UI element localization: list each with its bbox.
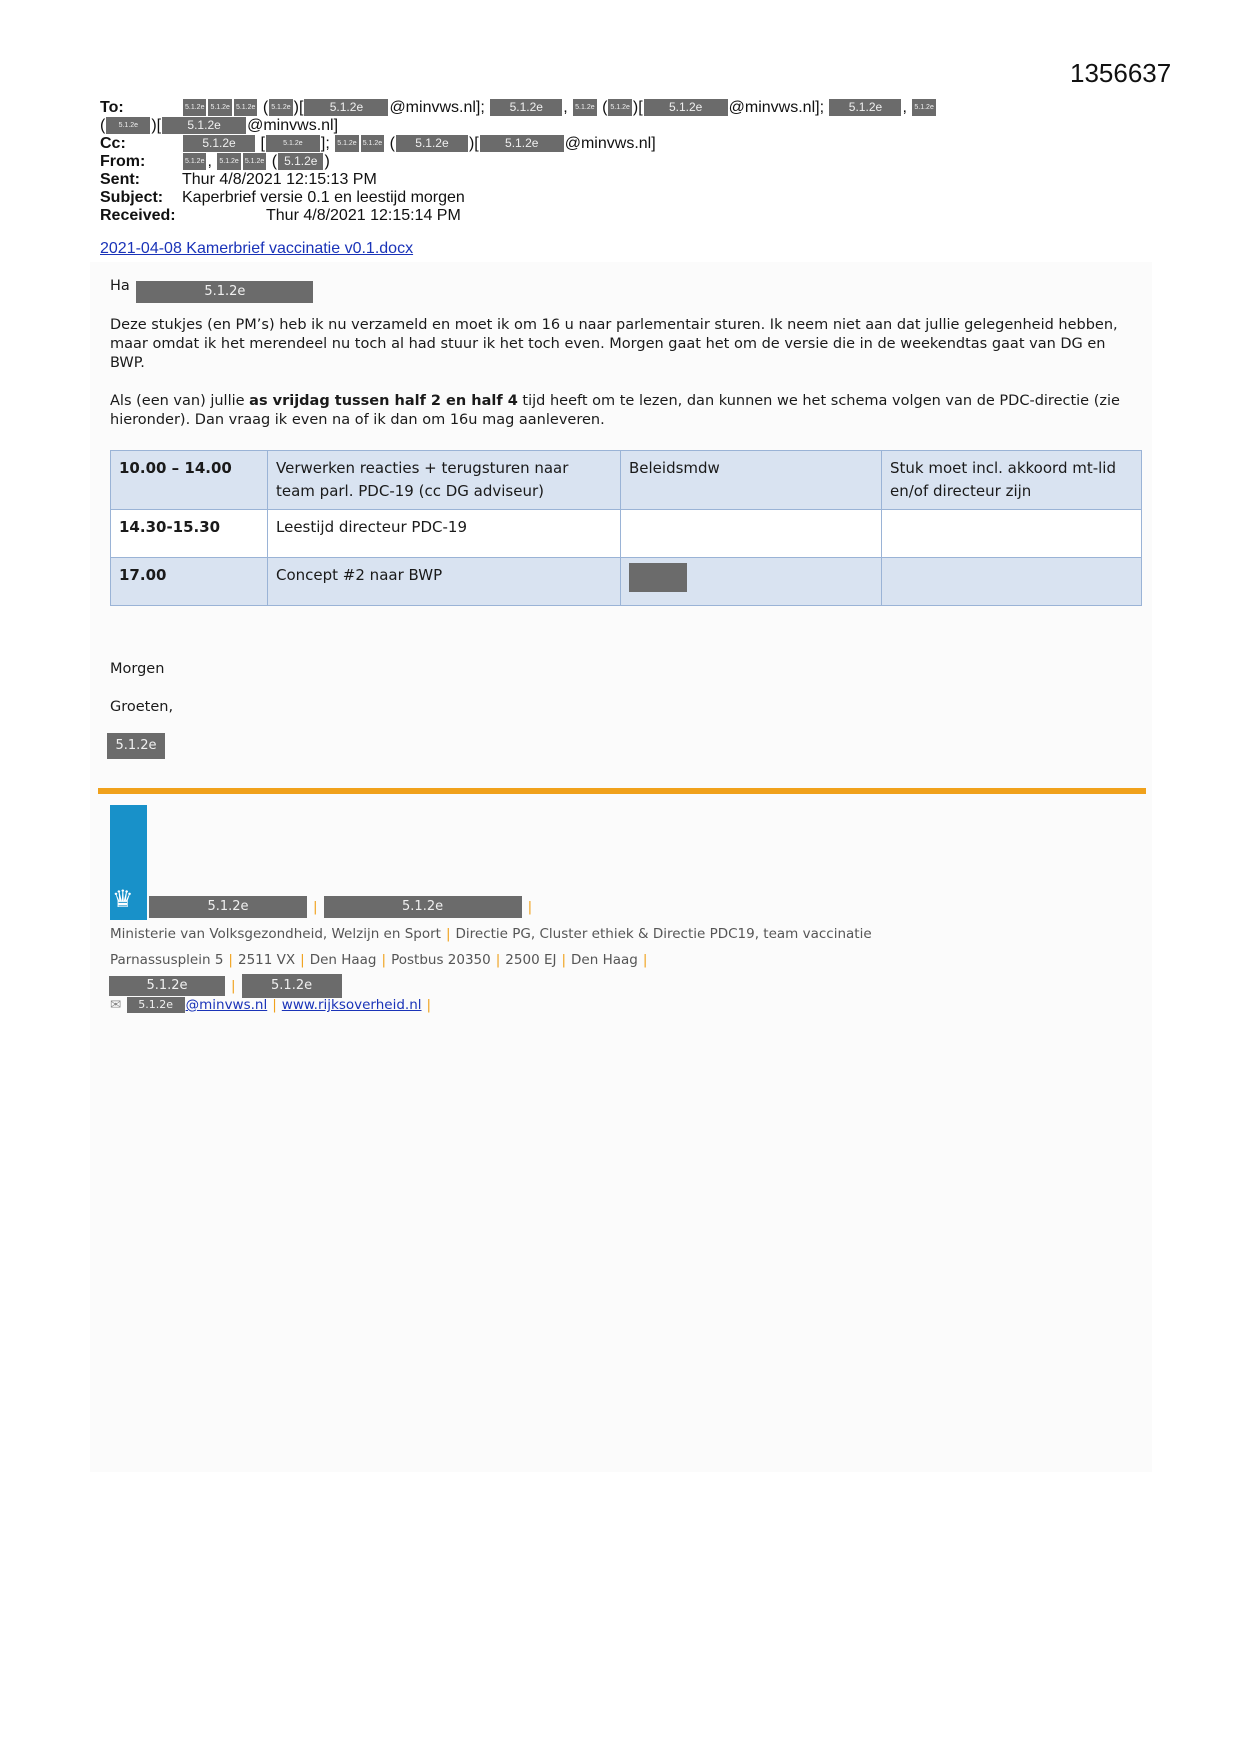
received-value: Thur 4/8/2021 12:15:14 PM <box>266 207 461 224</box>
from-label: From: <box>100 153 146 170</box>
paragraph-2-bold: as vrijdag tussen half 2 en half 4 <box>249 393 518 409</box>
signature-contact-line: ✉ 5.1.2e @minvws.nl | www.rijksoverheid.nl | <box>110 997 432 1013</box>
schedule-note: Stuk moet incl. akkoord mt-lid en/of directeur zijn <box>882 451 1142 510</box>
redaction-box: 5.1.2e <box>127 997 185 1013</box>
address-city: Den Haag <box>309 952 377 968</box>
redaction-box: 5.1.2e <box>266 135 320 152</box>
to-label: To: <box>100 99 124 116</box>
address-postbus-code: 2500 EJ <box>505 952 557 968</box>
redaction-box: 5.1.2e <box>396 135 468 152</box>
redaction-box: 5.1.2e <box>829 99 901 116</box>
org-name: Ministerie van Volksgezondheid, Welzijn en Sport <box>110 926 441 942</box>
redaction-box: 5.1.2e <box>149 896 307 918</box>
address-postcode: 2511 VX <box>237 952 296 968</box>
redaction-box: 5.1.2e <box>324 896 522 918</box>
redaction-box: 5.1.2e <box>234 99 257 116</box>
table-row <box>111 510 1142 558</box>
schedule-task: Concept #2 naar BWP <box>268 558 621 606</box>
to-row: To: 5.1.2e 5.1.2e 5.1.2e ( 5.1.2e )[ 5.1.2e @minvws.nl]; 5.1.2e , 5.1.2e ( 5.1.2e )[ 5.1.2e @minvws.nl]; 5.1.2e , 5.1.2e <box>100 99 934 116</box>
address-street: Parnassusplein 5 <box>110 952 224 968</box>
email-domain-text: @minvws.nl]; <box>728 99 825 116</box>
redaction-box: 5.1.2e <box>109 976 225 996</box>
signature-divider <box>98 788 1146 794</box>
paragraph-2 <box>110 392 1140 430</box>
redaction-box: 5.1.2e <box>573 99 596 116</box>
redaction-box: 5.1.2e <box>217 153 240 170</box>
sent-label: Sent: <box>100 171 140 188</box>
redaction-box: 5.1.2e <box>183 135 255 152</box>
to-row-continued: ( 5.1.2e )[ 5.1.2e @minvws.nl] <box>100 117 339 134</box>
cc-row: Cc: 5.1.2e [ 5.1.2e ]; 5.1.2e 5.1.2e ( 5.1.2e )[ 5.1.2e @minvws.nl] <box>100 135 656 152</box>
redaction-box: 5.1.2e <box>183 153 206 170</box>
received-row <box>100 206 1160 226</box>
signature-phone-line: 5.1.2e | 5.1.2e <box>108 974 343 998</box>
cc-label: Cc: <box>100 135 126 152</box>
schedule-note <box>882 558 1142 606</box>
redaction-box: 5.1.2e <box>269 99 292 116</box>
redaction-box: 5.1.2e <box>183 99 206 116</box>
signature-address-line: Parnassusplein 5 | 2511 VX | Den Haag | Postbus 20350 | 2500 EJ | Den Haag | <box>110 952 648 968</box>
email-link[interactable]: @minvws.nl <box>185 997 268 1013</box>
attachment-link-wrap <box>100 240 413 258</box>
schedule-who-redacted <box>621 558 882 606</box>
document-number: 1356637 <box>1070 58 1172 88</box>
address-postbus: Postbus 20350 <box>391 952 491 968</box>
redaction-box: 5.1.2e <box>162 117 246 134</box>
email-body-background <box>90 262 1152 1472</box>
schedule-who: Beleidsmdw <box>621 451 882 510</box>
signature-name-line: 5.1.2e | 5.1.2e | <box>148 896 537 918</box>
sender-redaction-line <box>110 733 1140 759</box>
attachment-link[interactable]: 2021-04-08 Kamerbrief vaccinatie v0.1.docx <box>100 240 414 257</box>
schedule-table <box>110 450 1142 606</box>
email-domain-text: @minvws.nl] <box>247 117 339 134</box>
website-link[interactable]: www.rijksoverheid.nl <box>281 997 422 1013</box>
redaction-box: 5.1.2e <box>644 99 728 116</box>
schedule-who <box>621 510 882 558</box>
email-domain-text: @minvws.nl]; <box>389 99 485 116</box>
redaction-box: 5.1.2e <box>243 153 266 170</box>
subject-label: Subject: <box>100 189 164 206</box>
redaction-box: 5.1.2e <box>361 135 384 152</box>
address-postbus-city: Den Haag <box>571 952 638 968</box>
sent-value: Thur 4/8/2021 12:15:13 PM <box>182 171 377 188</box>
schedule-time: 10.00 – 14.00 <box>111 451 268 510</box>
closing-1: Morgen <box>110 661 165 677</box>
schedule-time: 14.30-15.30 <box>111 510 268 558</box>
redaction-box: 5.1.2e <box>278 153 323 170</box>
schedule-task: Verwerken reacties + terugsturen naar team parl. PDC-19 (cc DG adviseur) <box>268 451 621 510</box>
greeting-line <box>110 277 1140 303</box>
redaction-box: 5.1.2e <box>136 281 313 303</box>
paragraph-2-pre: Als (een van) jullie <box>110 393 250 409</box>
schedule-note <box>882 510 1142 558</box>
redaction-box: 5.1.2e <box>490 99 562 116</box>
subject-row <box>100 188 1160 208</box>
redaction-box: 5.1.2e <box>208 99 231 116</box>
schedule-task: Leestijd directeur PDC-19 <box>268 510 621 558</box>
from-row: From: 5.1.2e , 5.1.2e 5.1.2e ( 5.1.2e ) <box>100 153 330 170</box>
table-row <box>111 558 1142 606</box>
sent-row <box>100 170 1160 190</box>
redaction-box: 5.1.2e <box>480 135 564 152</box>
paragraph-1: Deze stukjes (en PM’s) heb ik nu verzameld en moet ik om 16 u naar parlementair sturen. Ik neem niet aan dat jullie gelegenheid hebben, maar omdat ik het merendeel nu toch al had stuur ik het toch even. Morgen gaat het om de versie die in de weekendtas gaat van DG en BWP. <box>110 317 1118 371</box>
redaction-box: 5.1.2e <box>912 99 935 116</box>
redaction-box: 5.1.2e <box>242 974 342 998</box>
paragraph-2-post: tijd heeft om te lezen, dan kunnen we het schema volgen van de PDC-directie (zie hieronder). Dan vraag ik even na of ik dan om 16u mag aanleveren. <box>110 393 1120 428</box>
received-label: Received: <box>100 207 176 224</box>
closing-2: Groeten, <box>110 699 174 715</box>
redaction-box: 5.1.2e <box>335 135 358 152</box>
subject-value: Kaperbrief versie 0.1 en leestijd morgen <box>182 189 465 206</box>
table-row <box>111 451 1142 510</box>
redaction-box: 5.1.2e <box>106 117 150 134</box>
redaction-box: 5.1.2e <box>304 99 388 116</box>
org-department: Directie PG, Cluster ethiek & Directie PDC19, team vaccinatie <box>455 926 872 942</box>
crest-icon: ♛ <box>110 805 147 920</box>
redaction-box: 5.1.2e <box>608 99 631 116</box>
signature-org-line: Ministerie van Volksgezondheid, Welzijn en Sport | Directie PG, Cluster ethiek & Directie PDC19, team vaccinatie <box>110 926 872 942</box>
greeting: Ha <box>110 278 130 294</box>
envelope-icon: ✉ <box>110 997 122 1013</box>
redaction-block <box>629 563 687 592</box>
email-domain-text: @minvws.nl] <box>564 135 656 152</box>
schedule-time: 17.00 <box>111 558 268 606</box>
redaction-box: 5.1.2e <box>107 733 165 759</box>
